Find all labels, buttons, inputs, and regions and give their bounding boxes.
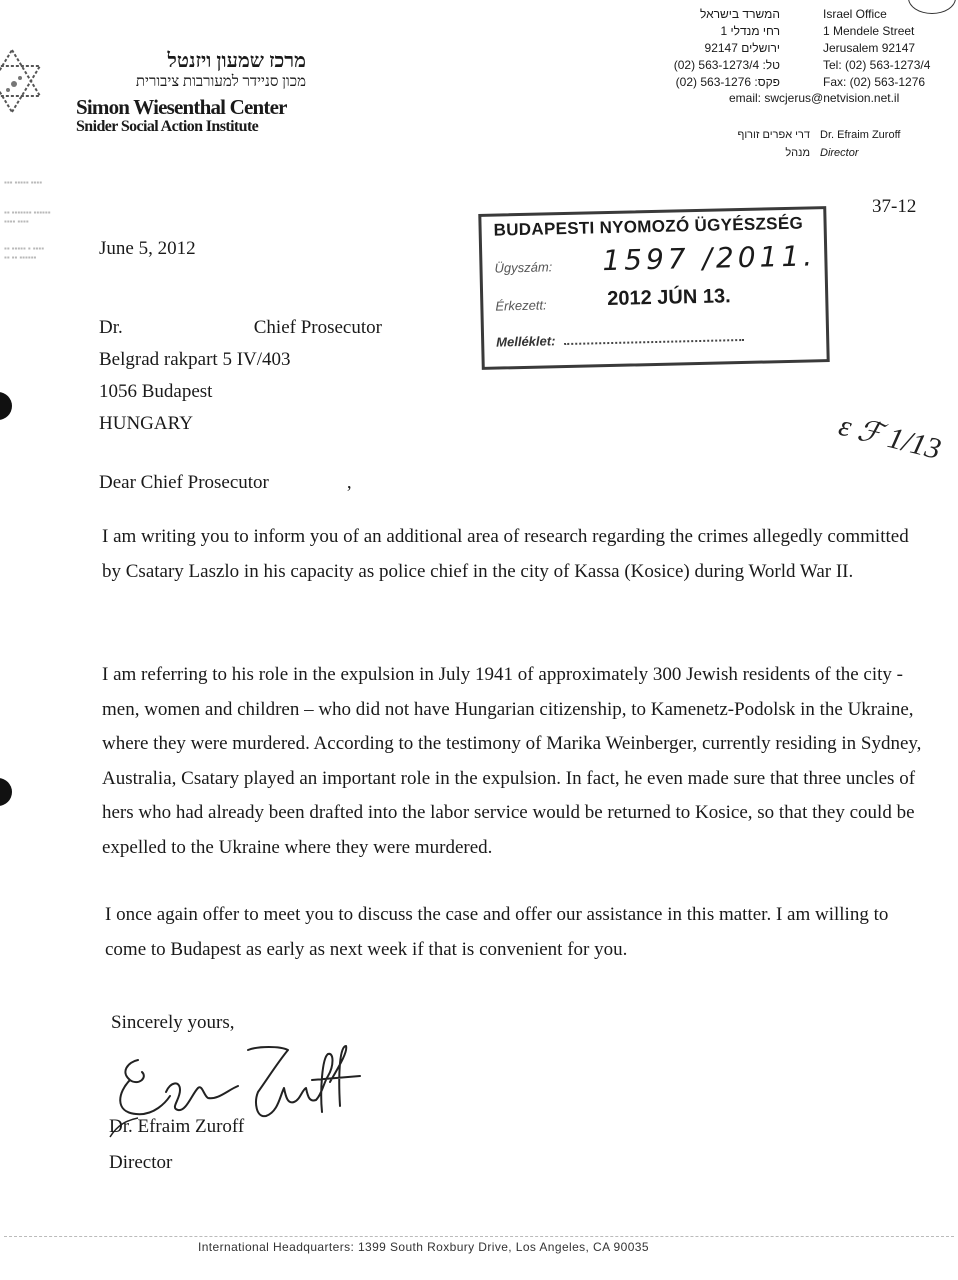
director-block <box>820 126 900 162</box>
recipient-street: Belgrad rakpart 5 IV/403 <box>99 349 291 370</box>
address-line: Fax: (02) 563-1276 <box>823 75 926 89</box>
star-of-david-logo <box>0 30 80 150</box>
address-line: (02) 563-1273/4 :טל <box>673 58 780 72</box>
institute-name-hebrew: מכון סניידר למעורבות ציבורית <box>135 74 306 90</box>
address-line: 1 Mendele Street <box>823 24 915 38</box>
recipient-line-1 <box>99 312 382 344</box>
address-line: Israel Office <box>823 7 887 21</box>
address-line: (02) 563-1276 :פקס <box>675 75 780 89</box>
address-line: רחי מנדלי 1 <box>720 24 780 38</box>
salutation-punct: , <box>346 472 352 493</box>
address-line: 92147 ירושלים <box>704 41 780 55</box>
body-paragraph-2: I am referring to his role in the expulsion in July 1941 of approximately 300 Jewish residents of the city - men, women and children – who did not have Hungarian citizenship, to Kamenetz-Podolsk in the Ukraine, where they were murdered. According to the testimony of Marika Weinberger, currently residing in Sydney, Australia, Csatary played an important role in the expulsion. In fact, he even made sure that three uncles of hers who had already been drafted into the labor service would be returned to Kosice, so that they could be expelled to the Ukraine where they were murdered. <box>102 664 922 858</box>
stamp-attachment-label: Melléklet: <box>496 333 556 350</box>
stamp-title: BUDAPESTI NYOMOZÓ ÜGYÉSZSÉG <box>493 213 804 240</box>
letter-date: June 5, 2012 <box>99 238 196 259</box>
faded-margin-text: ▪▪▪ ▪▪▪▪▪ ▪▪▪▪ <box>4 178 43 187</box>
recipient-city: 1056 Budapest <box>99 381 213 402</box>
body-paragraph-3: I once again offer to meet you to discuss the case and offer our assistance in this matter. I am willing to come to Budapest as early as next week if that is convenient for you. <box>105 904 889 960</box>
stamp-dotted-line <box>564 339 744 345</box>
office-address-hebrew <box>640 6 780 91</box>
director-hebrew <box>700 126 810 162</box>
office-address <box>823 6 958 91</box>
recipient-country: HUNGARY <box>99 413 193 434</box>
faded-margin-text: ▪▪ ▪▪▪▪▪ ▪ ▪▪▪▪ ▪▪ ▪▪ ▪▪▪▪▪▪ <box>4 244 45 262</box>
signature-title: Director <box>109 1152 173 1173</box>
org-name-hebrew: מרכז שמעון ויזנטל <box>167 50 306 72</box>
address-line: המשרד בישראל <box>699 7 780 21</box>
stamp-received-date: 2012 JÚN 13. <box>606 285 731 311</box>
body-paragraph-1: I am writing you to inform you of an additional area of research regarding the crimes allegedly committed by Csatary Laszlo in his capacity as police chief in the city of Kassa (Kosice) during World War II. <box>102 526 909 582</box>
stamp-case-number: 1597 /2011. <box>601 239 817 278</box>
salutation-text: Dear Chief Prosecutor <box>99 472 269 493</box>
director-title: Director <box>820 147 859 159</box>
closing: Sincerely yours, <box>111 1012 235 1033</box>
faded-margin-text: ▪▪ ▪▪▪▪▪▪▪ ▪▪▪▪▪▪ ▪▪▪▪ ▪▪▪▪ <box>4 208 51 226</box>
handwritten-note: ε ℱ 1/13 <box>835 408 945 467</box>
received-stamp <box>478 206 829 370</box>
punch-hole-top <box>0 392 12 420</box>
punch-hole-bottom <box>0 778 12 806</box>
stamp-case-label: Ügyszám: <box>494 259 553 276</box>
institute-name: Snider Social Action Institute <box>76 118 259 135</box>
director-name: Dr. Efraim Zuroff <box>820 129 901 141</box>
footer-divider <box>4 1236 954 1237</box>
org-name: Simon Wiesenthal Center <box>76 95 287 119</box>
director-title-hebrew: מנהל <box>785 147 810 159</box>
stamp-received-label: Érkezett: <box>495 297 547 314</box>
recipient-address <box>99 312 382 440</box>
reference-number: 37-12 <box>872 196 917 217</box>
signature-name: Dr. Efraim Zuroff <box>109 1116 245 1137</box>
director-name-hebrew: דרי אפרים זורוף <box>737 129 810 141</box>
office-email: email: swcjerus@netvision.net.il <box>729 91 900 105</box>
salutation <box>99 472 352 494</box>
address-line: Jerusalem 92147 <box>823 41 916 55</box>
recipient-prefix: Dr. <box>99 317 123 338</box>
footer-address: International Headquarters: 1399 South Roxbury Drive, Los Angeles, CA 90035 <box>198 1240 649 1254</box>
recipient-title: Chief Prosecutor <box>253 317 382 338</box>
address-line: Tel: (02) 563-1273/4 <box>823 58 931 72</box>
